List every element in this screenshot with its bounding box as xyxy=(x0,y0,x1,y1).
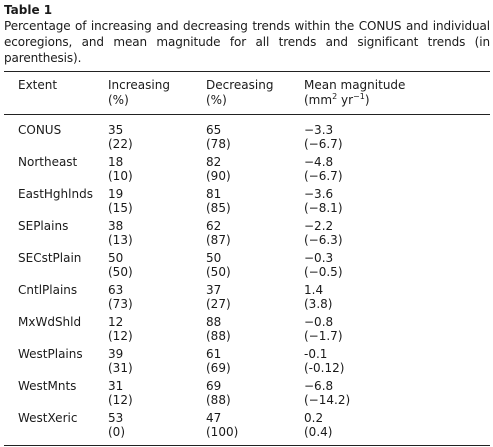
table-row-significant xyxy=(4,233,490,251)
cell-increasing-significant: (0) xyxy=(108,425,125,439)
cell-extent: Northeast xyxy=(18,155,78,169)
cell-increasing-significant: (15) xyxy=(108,201,133,215)
table-row xyxy=(4,219,490,233)
cell-decreasing: 50 xyxy=(206,251,222,265)
table-row xyxy=(4,283,490,297)
cell-magnitude-significant: (−8.1) xyxy=(304,201,343,215)
cell-increasing-significant: (31) xyxy=(108,361,133,375)
cell-decreasing-significant: (27) xyxy=(206,297,231,311)
cell-increasing: 39 xyxy=(108,347,124,361)
cell-decreasing: 81 xyxy=(206,187,222,201)
header-magnitude: Mean magnitude xyxy=(304,78,406,92)
cell-decreasing-significant: (88) xyxy=(206,329,231,343)
cell-increasing-significant: (13) xyxy=(108,233,133,247)
header-decreasing: Decreasing xyxy=(206,78,274,92)
cell-extent: MxWdShld xyxy=(18,315,82,329)
cell-magnitude-significant: (0.4) xyxy=(304,425,333,439)
cell-decreasing-significant: (69) xyxy=(206,361,231,375)
cell-magnitude: −6.8 xyxy=(304,379,334,393)
cell-decreasing-significant: (90) xyxy=(206,169,231,183)
cell-magnitude-significant: (-0.12) xyxy=(304,361,345,375)
cell-increasing-significant: (22) xyxy=(108,137,133,151)
cell-decreasing-significant: (88) xyxy=(206,393,231,407)
cell-increasing: 50 xyxy=(108,251,124,265)
cell-decreasing: 37 xyxy=(206,283,222,297)
cell-increasing: 38 xyxy=(108,219,124,233)
cell-increasing: 19 xyxy=(108,187,124,201)
table-header xyxy=(4,72,490,123)
header-decreasing-unit: (%) xyxy=(206,93,227,107)
cell-decreasing-significant: (100) xyxy=(206,425,239,439)
table-row-significant xyxy=(4,297,490,315)
cell-magnitude-significant: (−1.7) xyxy=(304,329,343,343)
table-label: Table 1 xyxy=(4,3,53,17)
data-table xyxy=(4,72,490,445)
cell-extent: CntlPlains xyxy=(18,283,78,297)
header-extent: Extent xyxy=(18,78,58,92)
cell-decreasing-significant: (50) xyxy=(206,265,231,279)
cell-decreasing: 69 xyxy=(206,379,222,393)
table-row xyxy=(4,379,490,393)
table-row-significant xyxy=(4,137,490,155)
cell-decreasing-significant: (85) xyxy=(206,201,231,215)
table-caption: Percentage of increasing and decreasing trends within the CONUS and individual ecoregions, and mean magnitude for all trends and significant trends (in parenthesis). xyxy=(4,19,490,65)
cell-magnitude-significant: (−6.3) xyxy=(304,233,343,247)
cell-magnitude: −0.8 xyxy=(304,315,334,329)
cell-decreasing: 61 xyxy=(206,347,222,361)
cell-magnitude: −4.8 xyxy=(304,155,334,169)
cell-magnitude-significant: (−0.5) xyxy=(304,265,343,279)
cell-increasing-significant: (12) xyxy=(108,393,133,407)
table-body xyxy=(4,123,490,445)
cell-increasing: 35 xyxy=(108,123,124,137)
cell-decreasing: 62 xyxy=(206,219,222,233)
cell-extent: WestPlains xyxy=(18,347,83,361)
table-row-significant xyxy=(4,169,490,187)
table-row xyxy=(4,315,490,329)
cell-decreasing: 47 xyxy=(206,411,222,425)
cell-increasing: 12 xyxy=(108,315,124,329)
cell-extent: EastHghlnds xyxy=(18,187,93,201)
cell-extent: SEPlains xyxy=(18,219,69,233)
cell-magnitude: −3.6 xyxy=(304,187,334,201)
header-increasing-unit: (%) xyxy=(108,93,129,107)
cell-increasing-significant: (73) xyxy=(108,297,133,311)
cell-increasing-significant: (12) xyxy=(108,329,133,343)
cell-decreasing-significant: (87) xyxy=(206,233,231,247)
cell-decreasing: 82 xyxy=(206,155,222,169)
cell-decreasing: 88 xyxy=(206,315,222,329)
cell-magnitude: 0.2 xyxy=(304,411,324,425)
table-row-significant xyxy=(4,201,490,219)
table-row xyxy=(4,123,490,137)
table-row-significant xyxy=(4,393,490,411)
table-row xyxy=(4,411,490,425)
table-row-significant xyxy=(4,329,490,347)
table-row xyxy=(4,155,490,169)
cell-increasing: 18 xyxy=(108,155,124,169)
cell-magnitude: -0.1 xyxy=(304,347,328,361)
cell-extent: SECstPlain xyxy=(18,251,82,265)
table-container xyxy=(4,2,490,446)
cell-magnitude-significant: (−6.7) xyxy=(304,137,343,151)
header-magnitude-unit: ($mm^2$ $yr^{-1}$) xyxy=(304,92,370,107)
cell-magnitude-significant: (3.8) xyxy=(304,297,333,311)
bottom-rule xyxy=(4,445,490,446)
cell-magnitude-significant: (−14.2) xyxy=(304,393,351,407)
cell-decreasing-significant: (78) xyxy=(206,137,231,151)
cell-increasing: 31 xyxy=(108,379,124,393)
table-row-significant xyxy=(4,361,490,379)
cell-magnitude: 1.4 xyxy=(304,283,324,297)
cell-increasing: 63 xyxy=(108,283,124,297)
table-row-significant xyxy=(4,425,490,445)
table-row xyxy=(4,187,490,201)
cell-magnitude: −2.2 xyxy=(304,219,334,233)
table-row xyxy=(4,251,490,265)
table-row-significant xyxy=(4,265,490,283)
cell-magnitude: −0.3 xyxy=(304,251,334,265)
cell-magnitude-significant: (−6.7) xyxy=(304,169,343,183)
cell-decreasing: 65 xyxy=(206,123,222,137)
cell-extent: WestXeric xyxy=(18,411,78,425)
cell-extent: WestMnts xyxy=(18,379,77,393)
cell-magnitude: −3.3 xyxy=(304,123,334,137)
cell-increasing: 53 xyxy=(108,411,124,425)
header-increasing: Increasing xyxy=(108,78,170,92)
cell-extent: CONUS xyxy=(18,123,62,137)
table-row xyxy=(4,347,490,361)
cell-increasing-significant: (10) xyxy=(108,169,133,183)
cell-increasing-significant: (50) xyxy=(108,265,133,279)
